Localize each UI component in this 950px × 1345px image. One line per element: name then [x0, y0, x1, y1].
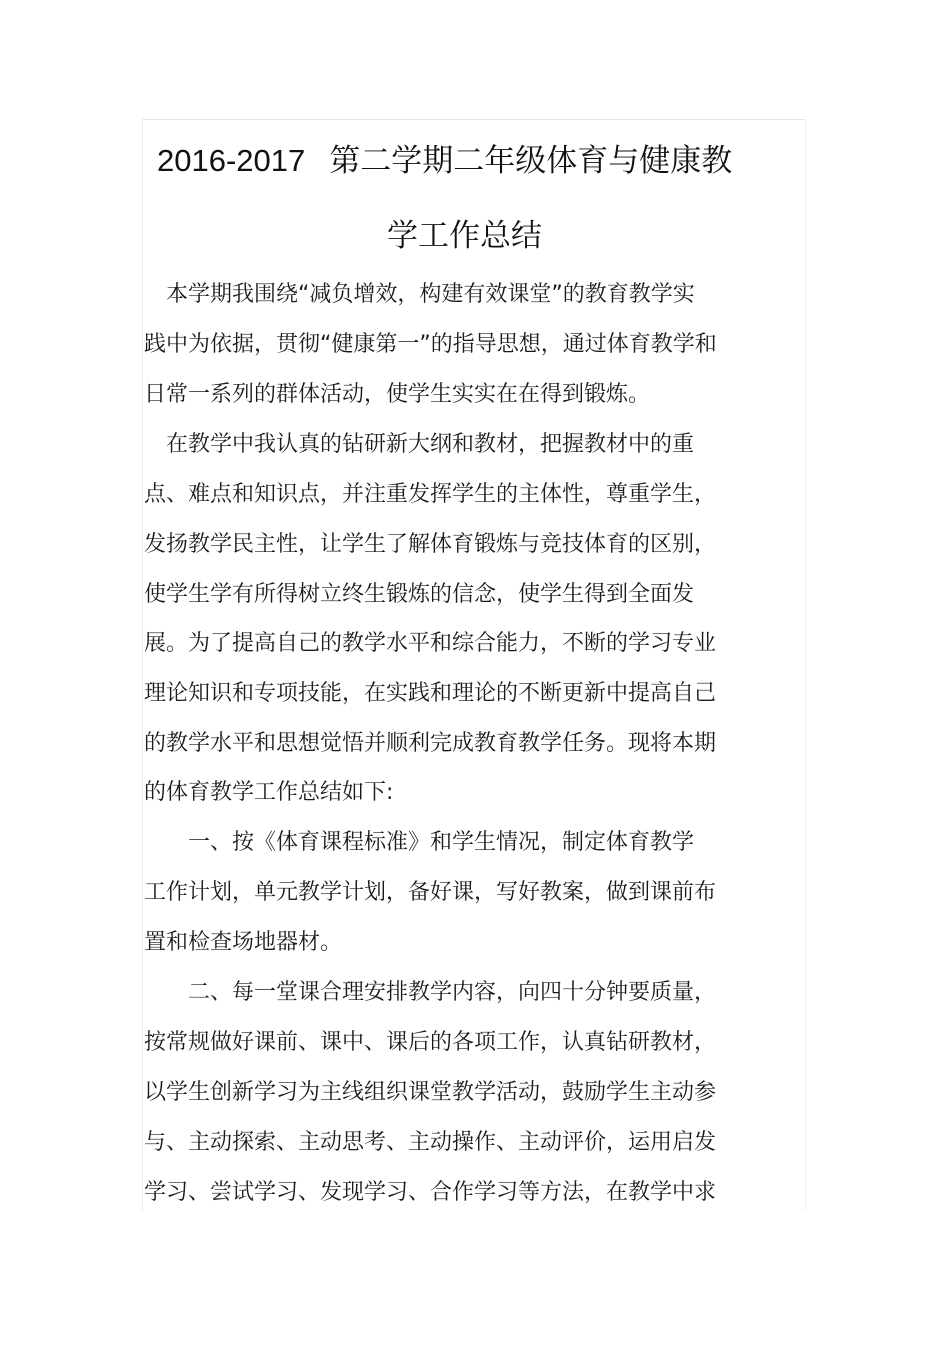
title-year: 2016-2017 — [157, 143, 306, 178]
body-line: 在教学中我认真的钻研新大纲和教材，把握教材中的重 — [144, 432, 695, 457]
body-line: 本学期我围绕“减负增效，构建有效课堂”的教育教学实 — [144, 282, 695, 307]
title-text: 第二学期二年级体育与健康教 — [329, 143, 733, 179]
body-line: 一、按《体育课程标准》和学生情况，制定体育教学 — [144, 830, 695, 855]
document-title-line-1 — [157, 141, 732, 181]
document-title-line-2: 学工作总结 — [387, 218, 542, 254]
body-line: 点、难点和知识点，并注重发挥学生的主体性，尊重学生， — [144, 482, 717, 507]
body-line: 展。为了提高自己的教学水平和综合能力，不断的学习专业 — [144, 631, 717, 656]
body-line: 二、每一堂课合理安排教学内容，向四十分钟要质量， — [144, 980, 717, 1005]
body-line: 与、主动探索、主动思考、主动操作、主动评价，运用启发 — [144, 1130, 717, 1155]
body-line: 使学生学有所得树立终生锻炼的信念，使学生得到全面发 — [144, 582, 695, 607]
body-line: 的体育教学工作总结如下: — [144, 780, 394, 805]
body-line: 的教学水平和思想觉悟并顺利完成教育教学任务。现将本期 — [144, 731, 717, 756]
body-line: 置和检查场地器材。 — [144, 930, 343, 955]
body-line: 以学生创新学习为主线组织课堂教学活动，鼓励学生主动参 — [144, 1080, 717, 1105]
body-line: 发扬教学民主性，让学生了解体育锻炼与竞技体育的区别， — [144, 532, 717, 557]
body-line: 按常规做好课前、课中、课后的各项工作，认真钻研教材， — [144, 1030, 717, 1055]
body-line: 工作计划，单元教学计划，备好课，写好教案，做到课前布 — [144, 880, 717, 905]
body-line: 践中为依据，贯彻“健康第一”的指导思想，通过体育教学和 — [144, 332, 717, 357]
body-line: 学习、尝试学习、发现学习、合作学习等方法，在教学中求 — [144, 1180, 717, 1205]
body-line: 理论知识和专项技能，在实践和理论的不断更新中提高自己 — [144, 681, 717, 706]
body-line: 日常一系列的群体活动，使学生实实在在得到锻炼。 — [144, 382, 651, 407]
